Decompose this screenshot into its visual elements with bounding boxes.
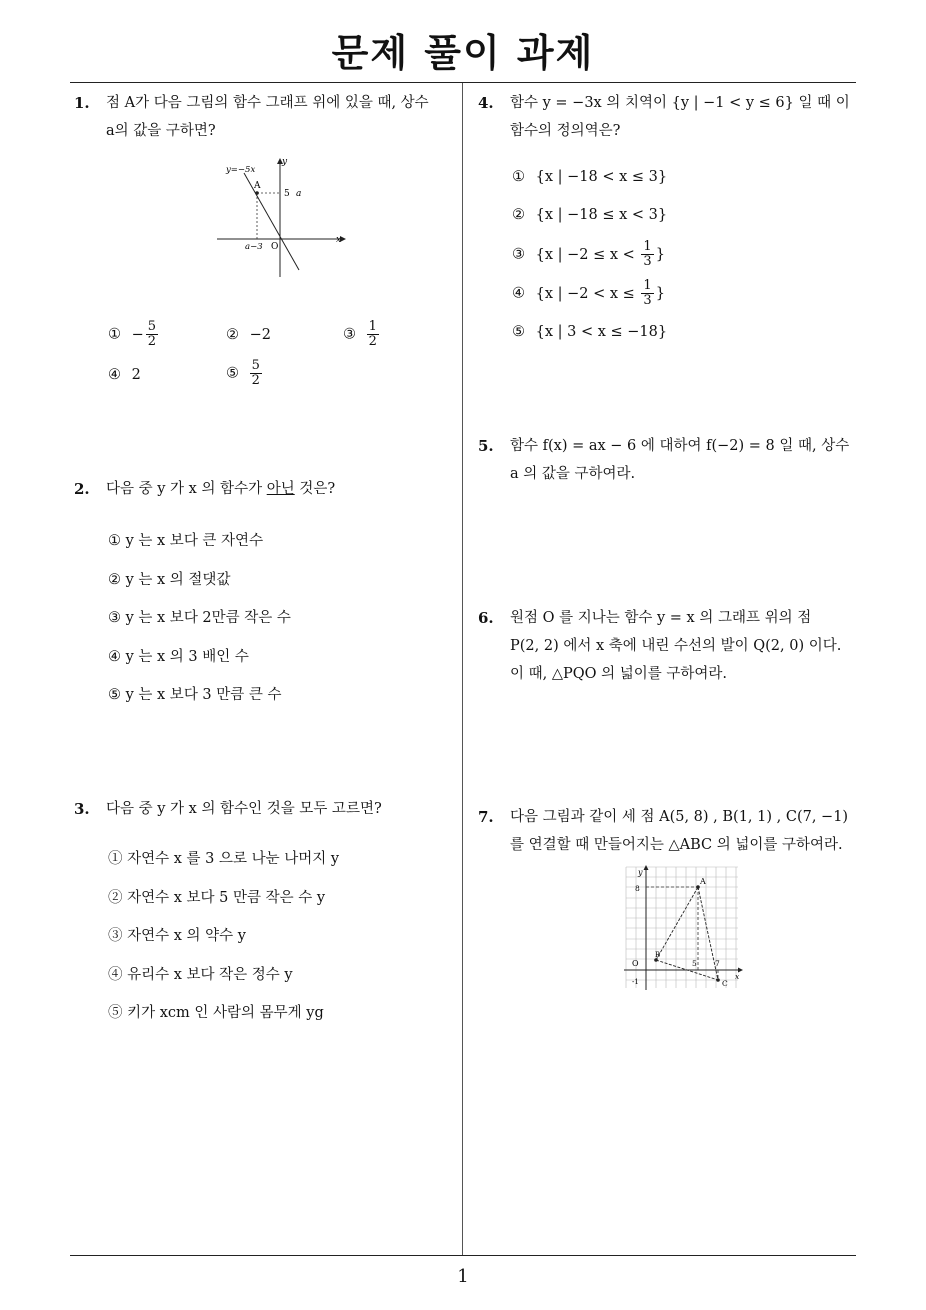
q3-option-4[interactable]: ④ 유리수 x 보다 작은 정수 y: [108, 966, 293, 983]
q3-option-1[interactable]: ① 자연수 x 를 3 으로 나눈 나머지 y: [108, 851, 340, 867]
denominator: 2: [251, 373, 260, 388]
y-axis-arrow: [644, 865, 649, 870]
fraction: [146, 320, 158, 349]
fraction: [367, 320, 379, 349]
q1-option-3[interactable]: [343, 320, 381, 349]
q3-option-5[interactable]: ⑤ 키가 xcm 인 사람의 몸무게 yg: [108, 1005, 324, 1021]
question-number: 2.: [74, 480, 90, 498]
question-7: [478, 803, 863, 859]
option-mark: ④: [512, 285, 525, 302]
origin-label: O: [271, 242, 279, 252]
equation-label: y=−5x: [226, 165, 256, 175]
fraction: [641, 279, 653, 308]
option-mark: ③: [512, 246, 525, 263]
denominator: 3: [643, 254, 652, 269]
q1-option-1[interactable]: [108, 320, 160, 349]
q1-option-4[interactable]: [108, 367, 141, 383]
point-b-label: B: [655, 951, 661, 959]
option-sign: −: [131, 326, 144, 343]
x-value-label: a−3: [245, 242, 263, 252]
origin-label: O: [632, 959, 639, 968]
question-6: [478, 604, 863, 688]
q2-option-1[interactable]: ① y 는 x 보다 큰 자연수: [108, 533, 264, 549]
q2-options: [108, 530, 291, 723]
question-number: 1.: [74, 94, 90, 112]
point-c: [716, 978, 720, 982]
question-2: [74, 475, 459, 503]
q4-option-3[interactable]: [512, 240, 665, 269]
a-label: a: [296, 189, 302, 199]
y-axis-label: y: [638, 868, 643, 877]
question-1: [74, 89, 459, 145]
x-tick-7: 7: [715, 959, 720, 968]
point-a-label: A: [254, 181, 261, 191]
question-text: [510, 604, 863, 688]
question-text-part: 것은?: [294, 481, 336, 497]
question-line: 점 A가 다음 그림의 함수 그래프 위에 있을 때, 상수: [106, 95, 429, 111]
question-line: a 의 값을 구하여라.: [510, 466, 636, 482]
fraction: [250, 359, 262, 388]
q4-option-5[interactable]: [512, 324, 667, 340]
denominator: 2: [147, 334, 157, 349]
question-line: 를 연결할 때 만들어지는 △ABC 의 넓이를 구하여라.: [510, 837, 843, 853]
option-text: {x | −2 ≤ x <: [535, 246, 640, 263]
x-axis-label: x: [336, 235, 342, 245]
denominator: 3: [643, 293, 652, 308]
point-c-label: C: [722, 979, 728, 988]
option-text: 2: [131, 367, 141, 383]
option-text: }: [655, 285, 665, 302]
option-text: }: [655, 246, 665, 263]
q4-option-1[interactable]: [512, 169, 667, 185]
option-mark: ①: [512, 169, 525, 185]
question-line: 함수 f(x) = ax − 6 에 대하여 f(−2) = 8 일 때, 상수: [510, 438, 850, 454]
column-divider: [462, 83, 463, 1255]
option-text: {x | 3 < x ≤ −18}: [535, 324, 668, 340]
option-mark: ②: [226, 327, 239, 343]
option-text: −2: [249, 327, 271, 343]
option-text: {x | −2 < x ≤: [535, 285, 640, 302]
function-line: [244, 173, 302, 270]
question-text: [510, 432, 863, 488]
question-4: [478, 89, 863, 145]
question-text: 다음 중 y 가 x 의 함수인 것을 모두 고르면?: [106, 801, 382, 817]
y-axis-label: y: [282, 157, 288, 167]
option-mark: ②: [512, 207, 525, 223]
y-tick-8: 8: [635, 884, 640, 893]
question-text: [510, 89, 863, 145]
point-a-label: A: [700, 877, 706, 886]
q3-option-2[interactable]: ② 자연수 x 보다 5 만큼 작은 수 y: [108, 889, 326, 906]
y-tick-neg1: -1: [632, 978, 639, 986]
question-line: 함수 y = −3x 의 치역이 {y | −1 < y ≤ 6} 일 때 이: [510, 95, 850, 111]
question-number: 3.: [74, 800, 90, 818]
question-number: 4.: [478, 94, 494, 112]
option-text: {x | −18 < x ≤ 3}: [535, 169, 668, 185]
question-number: 6.: [478, 609, 494, 627]
q7-graph: [622, 862, 747, 992]
q2-option-5[interactable]: ⑤ y 는 x 보다 3 만큼 큰 수: [108, 687, 282, 703]
question-number: 5.: [478, 437, 494, 455]
numerator: 5: [147, 319, 157, 334]
page-number: 1: [457, 1266, 469, 1287]
question-5: [478, 432, 863, 488]
q2-option-4[interactable]: ④ y 는 x 의 3 배인 수: [108, 648, 249, 665]
option-mark: ①: [108, 326, 121, 343]
q3-option-3[interactable]: ③ 자연수 x 의 약수 y: [108, 928, 246, 944]
option-mark: ⑤: [512, 324, 525, 340]
question-line: 이 때, △PQO 의 넓이를 구하여라.: [510, 666, 728, 682]
top-rule: [70, 82, 856, 83]
q2-option-3[interactable]: ③ y 는 x 보다 2만큼 작은 수: [108, 610, 291, 626]
question-number: 7.: [478, 808, 494, 826]
x-axis-label: x: [735, 972, 740, 981]
q4-option-2[interactable]: [512, 207, 667, 223]
q1-option-5[interactable]: [226, 359, 264, 388]
question-line: 원점 O 를 지나는 함수 y = x 의 그래프 위의 점: [510, 610, 812, 626]
q1-option-2[interactable]: [226, 327, 271, 343]
question-line: a의 값을 구하면?: [106, 123, 216, 139]
q4-option-4[interactable]: [512, 279, 665, 308]
q1-graph: [212, 155, 352, 280]
question-text: [106, 89, 459, 145]
numerator: 1: [643, 278, 652, 293]
q2-option-2[interactable]: ② y 는 x 의 절댓값: [108, 571, 231, 588]
question-3: [74, 795, 459, 823]
denominator: 2: [368, 334, 377, 349]
bottom-rule: [70, 1255, 856, 1256]
question-text-part: 다음 중 y 가 x 의 함수가: [106, 481, 267, 497]
option-mark: ⑤: [226, 365, 239, 382]
numerator: 1: [368, 319, 377, 334]
x-tick-5: 5: [692, 959, 697, 968]
fraction: [641, 240, 653, 269]
question-line: 함수의 정의역은?: [510, 123, 621, 139]
point-a: [255, 191, 259, 195]
question-line: P(2, 2) 에서 x 축에 내린 수선의 발이 Q(2, 0) 이다.: [510, 638, 842, 654]
underlined-word: 아닌: [266, 481, 295, 497]
option-mark: ③: [343, 326, 356, 343]
option-mark: ④: [108, 367, 121, 383]
page-title: 문제 풀이 과제: [331, 31, 595, 75]
question-line: 다음 그림과 같이 세 점 A(5, 8) , B(1, 1) , C(7, −1): [510, 809, 849, 825]
question-text: [106, 475, 459, 503]
numerator: 1: [643, 239, 652, 254]
q3-options: [108, 848, 339, 1041]
question-text: [510, 803, 863, 859]
y-value-label: 5: [284, 189, 290, 199]
option-text: {x | −18 ≤ x < 3}: [535, 207, 668, 223]
numerator: 5: [251, 358, 260, 373]
